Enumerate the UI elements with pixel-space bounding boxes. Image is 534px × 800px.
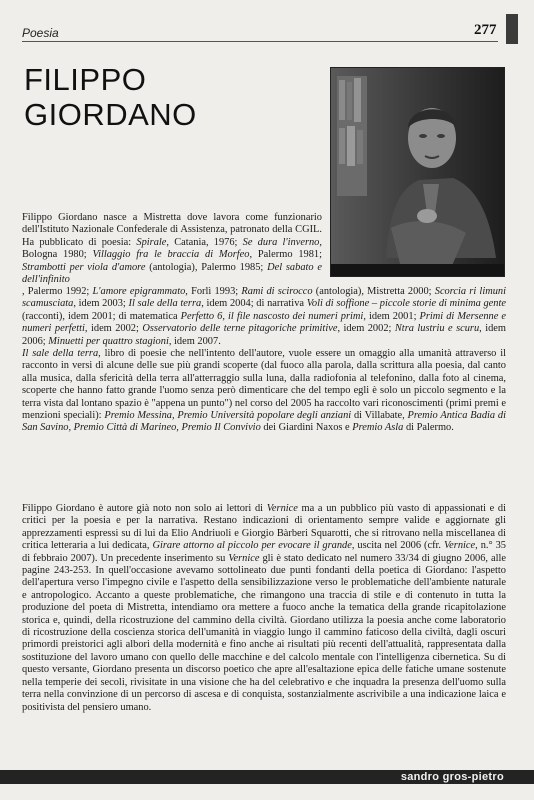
book-title: Il sale della terra	[22, 348, 99, 360]
author-credit: sandro gros-pietro	[400, 771, 504, 783]
author-photo-image	[331, 68, 504, 276]
bio-text: , idem 2002;	[84, 323, 143, 335]
essay-text: ma a un pubblico più vasto di appassionati e di critici per la poesia e per la narrativa. Restano indicazioni di orientamento sempre valide e aggiornate gli apprezzamenti espressi su di lui da Elio Andriuoli e Giorgio Bàrberi Squarotti, che si ritrovano nella miscellanea di critica letteraria a lui dedicata,	[22, 503, 507, 552]
title-line-1: FILIPPO	[24, 62, 147, 97]
bio-text: di Palermo.	[403, 422, 454, 434]
book-title: Girare attorno al piccolo per evocare il grande	[152, 540, 352, 552]
book-title: Il sale della terra	[128, 298, 202, 310]
bio-text: , idem 2001;	[363, 310, 420, 322]
book-title: Primi di Mersenne e numeri perfetti	[22, 310, 506, 335]
book-title: Scorcia ri limuni scamusciata	[22, 286, 506, 310]
section-label: Poesia	[22, 26, 59, 40]
essay-text: , n.° 35 di febbraio 2007). Un precedente inserimento su	[22, 540, 506, 564]
bio-text: , idem 2003;	[73, 298, 129, 310]
essay-text: Filippo Giordano è autore già noto non solo ai lettori di	[22, 503, 267, 514]
award-name: Premio Messina, Premio Università popolare degli anziani	[104, 410, 352, 422]
page-title	[24, 62, 197, 132]
book-title: Villaggio fra le braccia di Morfeo	[92, 249, 250, 261]
book-title: Strambotti per viola d'amore	[22, 261, 146, 273]
author-photo	[330, 67, 505, 277]
bio-paragraph-2	[22, 348, 506, 435]
book-title: Voli di soffione – piccole storie di minima gente	[306, 298, 506, 310]
title-line-2: GIORDANO	[24, 97, 197, 132]
book-title: Perfetto 6, il file nascosto dei numeri primi	[180, 310, 364, 322]
book-title: Se dura l'inverno	[242, 236, 320, 248]
bio-text: , Forlì 1993;	[185, 286, 242, 297]
bio-continued	[22, 286, 506, 435]
book-title: L'amore epigrammato	[92, 286, 186, 297]
award-name: Premio Antica Badia di San Savino, Premio Città di Marineo, Premio Il Convivio	[22, 410, 506, 434]
bio-text: Filippo Giordano nasce a Mistretta dove lavora come funzionario dell'Istituto Nazionale Confederale di Assistenza, patronato della CGIL. Ha pubblicato di poesia:	[22, 212, 322, 248]
page-edge-tab	[506, 14, 518, 44]
magazine-title: Vernice	[266, 503, 298, 514]
bio-text: , Catania, 1976;	[166, 236, 243, 248]
essay-text: , uscita nel 2006 (cfr.	[351, 540, 444, 552]
bio-text: di Villabate,	[351, 410, 408, 422]
bio-text: , libro di poesie che nell'intento dell'autore, vuole essere un omaggio alla umanità attraverso il racconto in versi di alcune delle sue più grandi scoperte (dal fuoco alla parola, dalla scrittura alla poesia, dal canto alla musica, dalla sfericità della terra all'atterraggio sulla luna, dalla radiofonia al telefonino, dalla foto al cinema, scoperte che hanno fatto grande l'uomo senza però dimenticare che del tempo egli è solo un piccolo segmento e la terra vista dal lontano spazio è "appena un punto") nel corso del 2005 ha raccolto vari riconoscimenti (primi premi e menzioni speciali):	[22, 348, 506, 422]
bio-text: , idem 2006;	[22, 323, 506, 347]
magazine-title: Vernice	[228, 552, 260, 564]
bio-text: , Palermo 1992;	[22, 286, 93, 297]
bio-text: dei Giardini Naxos e	[260, 422, 353, 434]
essay-text: gli è stato dedicato nel numero 33/34 di giugno 2006, alle pagine 243-253. In quell'occasione avevamo sottolineato due punti fondanti della poetica di Giordano: l'aspetto dell'apertura verso l'impegno civile e l'aspetto della sensibilizzazione verso le problematiche dell'ambiente naturale e antropologico. Accanto a queste problematiche, che rimangono una traccia di stile e di contenuto in tutta la produzione del poeta di Mistretta, intendiamo ora mettere a fuoco anche la tematica della grande ricapitolazione storica e, quindi, della ricostruzione del cammino della civiltà. Giordano utilizza la poesia anche come laboratorio di ricostruzione della coscienza storica dell'umanità in viaggio lungo il cammino faticoso della civiltà, dagli oscuri primordi preistorici agli albori della modernità e fino anche ai risultati più recenti dell'attualità, rappresentata dalla sostituzione del lavoro umano con quello delle macchine e del calcolo mentale con l'intelligenza cibernetica. Su di questo versante, Giordano presenta un discorso poetico che apre all'esaltazione epica delle fatiche umane sostenute nella temperie dei secoli, rivisitate in una visione che ha del celebrativo e che inquadra la presenza dell'uomo sulla terra nella convinzione di un percorso di ascesa e di conquista, sostanzialmente ascrivibile a una indicazione laica e positivista del pensiero umano.	[22, 552, 506, 713]
bio-text: (racconti), idem 2001; di matematica	[22, 310, 181, 322]
book-title: Spirale	[136, 236, 167, 248]
book-title: Minuetti per quattro stagioni	[48, 335, 169, 347]
bio-text: (antologia), Palermo 1985;	[145, 261, 268, 273]
essay-body	[22, 503, 506, 714]
book-title: Rami di scirocco	[241, 286, 313, 297]
bio-text: , idem 2007.	[168, 335, 221, 347]
bio-text: , idem 2002;	[337, 323, 395, 335]
bio-intro	[22, 212, 322, 286]
page-number: 277	[474, 22, 497, 38]
magazine-title: Vernice	[443, 540, 476, 552]
award-name: Premio Asla	[352, 422, 404, 434]
bio-text: , Palermo 1981;	[249, 249, 322, 261]
bio-text: , Bologna 1980;	[22, 236, 322, 261]
book-title: Ntra lustriu e scuru	[394, 323, 480, 335]
header-rule	[22, 41, 498, 42]
bio-text: (antologia), Mistretta 2000;	[312, 286, 435, 297]
book-title: Osservatorio delle terne pitagoriche primitive	[142, 323, 338, 335]
bio-text: , idem 2004; di narrativa	[201, 298, 307, 310]
bio-paragraph-1	[22, 286, 506, 348]
book-title: Del sabato e dell'infinito	[22, 261, 322, 286]
